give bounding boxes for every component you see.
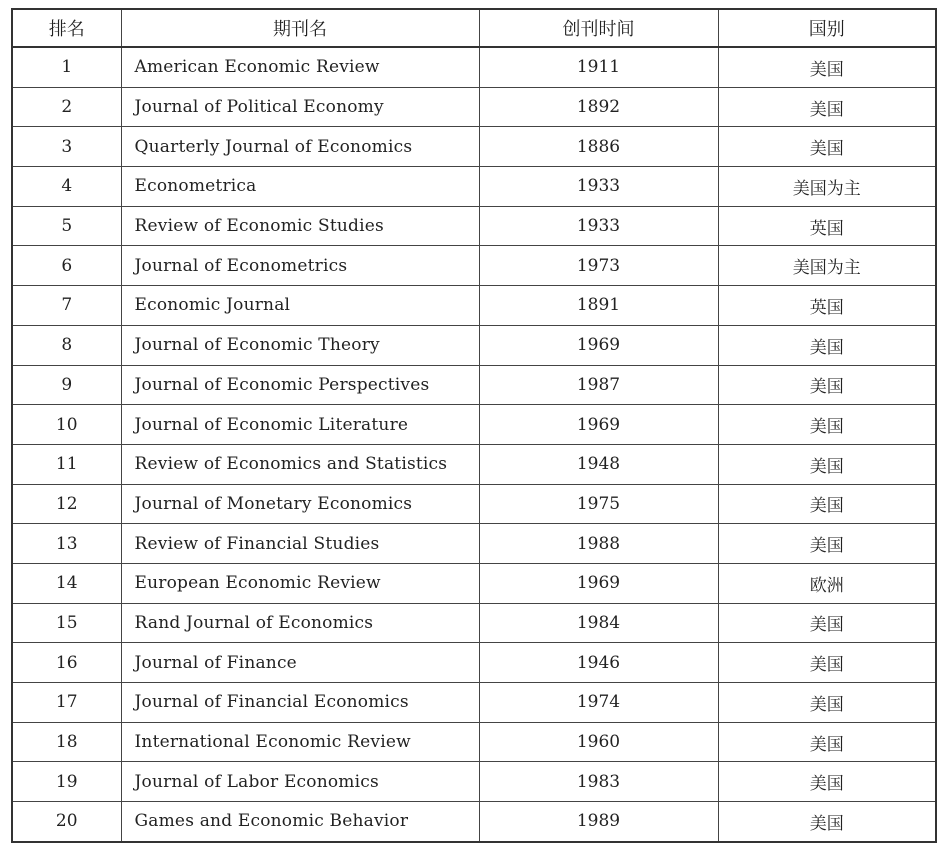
table-row <box>12 524 936 564</box>
table-row <box>12 722 936 762</box>
journal-ranking-table <box>11 8 937 843</box>
cell-founded-year: 1969 <box>479 325 718 365</box>
cell-rank: 9 <box>12 365 121 405</box>
table-row <box>12 444 936 484</box>
cell-journal-name: Journal of Financial Economics <box>121 683 479 723</box>
cell-founded-year: 1983 <box>479 762 718 802</box>
cell-country: 美国 <box>718 127 936 167</box>
cell-country: 美国 <box>718 444 936 484</box>
cell-country: 美国 <box>718 325 936 365</box>
cell-rank: 11 <box>12 444 121 484</box>
cell-country: 美国 <box>718 87 936 127</box>
cell-journal-name: Econometrica <box>121 167 479 207</box>
table-body <box>12 47 936 842</box>
table-row <box>12 643 936 683</box>
cell-country: 英国 <box>718 206 936 246</box>
header-country: 国别 <box>718 9 936 47</box>
cell-rank: 12 <box>12 484 121 524</box>
table-row <box>12 365 936 405</box>
cell-journal-name: Rand Journal of Economics <box>121 603 479 643</box>
cell-country: 美国为主 <box>718 246 936 286</box>
cell-country: 美国 <box>718 802 936 842</box>
cell-founded-year: 1960 <box>479 722 718 762</box>
cell-country: 美国 <box>718 365 936 405</box>
table-row <box>12 484 936 524</box>
cell-founded-year: 1933 <box>479 206 718 246</box>
cell-country: 英国 <box>718 286 936 326</box>
table-row <box>12 603 936 643</box>
table-row <box>12 762 936 802</box>
cell-journal-name: International Economic Review <box>121 722 479 762</box>
cell-country: 美国 <box>718 603 936 643</box>
table-row <box>12 127 936 167</box>
cell-journal-name: Review of Financial Studies <box>121 524 479 564</box>
cell-rank: 5 <box>12 206 121 246</box>
cell-country: 美国 <box>718 722 936 762</box>
cell-founded-year: 1975 <box>479 484 718 524</box>
table-row <box>12 167 936 207</box>
cell-rank: 15 <box>12 603 121 643</box>
cell-rank: 13 <box>12 524 121 564</box>
table-row <box>12 405 936 445</box>
cell-founded-year: 1969 <box>479 405 718 445</box>
cell-rank: 3 <box>12 127 121 167</box>
table-row <box>12 206 936 246</box>
cell-founded-year: 1989 <box>479 802 718 842</box>
cell-rank: 16 <box>12 643 121 683</box>
cell-rank: 8 <box>12 325 121 365</box>
table-row <box>12 246 936 286</box>
cell-country: 美国 <box>718 524 936 564</box>
header-rank: 排名 <box>12 9 121 47</box>
cell-rank: 1 <box>12 47 121 87</box>
cell-founded-year: 1891 <box>479 286 718 326</box>
table-row <box>12 802 936 842</box>
cell-founded-year: 1988 <box>479 524 718 564</box>
cell-country: 美国为主 <box>718 167 936 207</box>
cell-country: 美国 <box>718 683 936 723</box>
cell-founded-year: 1987 <box>479 365 718 405</box>
cell-journal-name: Journal of Economic Perspectives <box>121 365 479 405</box>
cell-country: 美国 <box>718 47 936 87</box>
cell-country: 美国 <box>718 762 936 802</box>
table-row <box>12 47 936 87</box>
header-row <box>12 9 936 47</box>
cell-journal-name: Games and Economic Behavior <box>121 802 479 842</box>
cell-country: 美国 <box>718 643 936 683</box>
header-journal-name: 期刊名 <box>121 9 479 47</box>
table-row <box>12 87 936 127</box>
cell-founded-year: 1933 <box>479 167 718 207</box>
cell-journal-name: Economic Journal <box>121 286 479 326</box>
cell-founded-year: 1984 <box>479 603 718 643</box>
cell-journal-name: Journal of Monetary Economics <box>121 484 479 524</box>
cell-founded-year: 1974 <box>479 683 718 723</box>
table-header <box>12 9 936 47</box>
table-row <box>12 683 936 723</box>
table-row <box>12 286 936 326</box>
cell-rank: 2 <box>12 87 121 127</box>
cell-rank: 14 <box>12 563 121 603</box>
cell-rank: 20 <box>12 802 121 842</box>
cell-founded-year: 1973 <box>479 246 718 286</box>
cell-journal-name: Journal of Economic Theory <box>121 325 479 365</box>
cell-founded-year: 1948 <box>479 444 718 484</box>
cell-rank: 19 <box>12 762 121 802</box>
cell-country: 欧洲 <box>718 563 936 603</box>
header-founded-year: 创刊时间 <box>479 9 718 47</box>
cell-journal-name: American Economic Review <box>121 47 479 87</box>
cell-founded-year: 1969 <box>479 563 718 603</box>
cell-rank: 10 <box>12 405 121 445</box>
cell-founded-year: 1911 <box>479 47 718 87</box>
cell-journal-name: Journal of Econometrics <box>121 246 479 286</box>
cell-journal-name: Journal of Labor Economics <box>121 762 479 802</box>
cell-rank: 6 <box>12 246 121 286</box>
cell-journal-name: Review of Economics and Statistics <box>121 444 479 484</box>
cell-rank: 18 <box>12 722 121 762</box>
cell-country: 美国 <box>718 405 936 445</box>
cell-rank: 4 <box>12 167 121 207</box>
cell-founded-year: 1886 <box>479 127 718 167</box>
cell-journal-name: Review of Economic Studies <box>121 206 479 246</box>
cell-journal-name: Journal of Political Economy <box>121 87 479 127</box>
table-row <box>12 563 936 603</box>
cell-rank: 17 <box>12 683 121 723</box>
cell-journal-name: Quarterly Journal of Economics <box>121 127 479 167</box>
cell-founded-year: 1892 <box>479 87 718 127</box>
cell-country: 美国 <box>718 484 936 524</box>
cell-founded-year: 1946 <box>479 643 718 683</box>
cell-journal-name: Journal of Economic Literature <box>121 405 479 445</box>
journal-ranking-table-container <box>11 8 935 843</box>
cell-journal-name: European Economic Review <box>121 563 479 603</box>
table-row <box>12 325 936 365</box>
cell-rank: 7 <box>12 286 121 326</box>
cell-journal-name: Journal of Finance <box>121 643 479 683</box>
